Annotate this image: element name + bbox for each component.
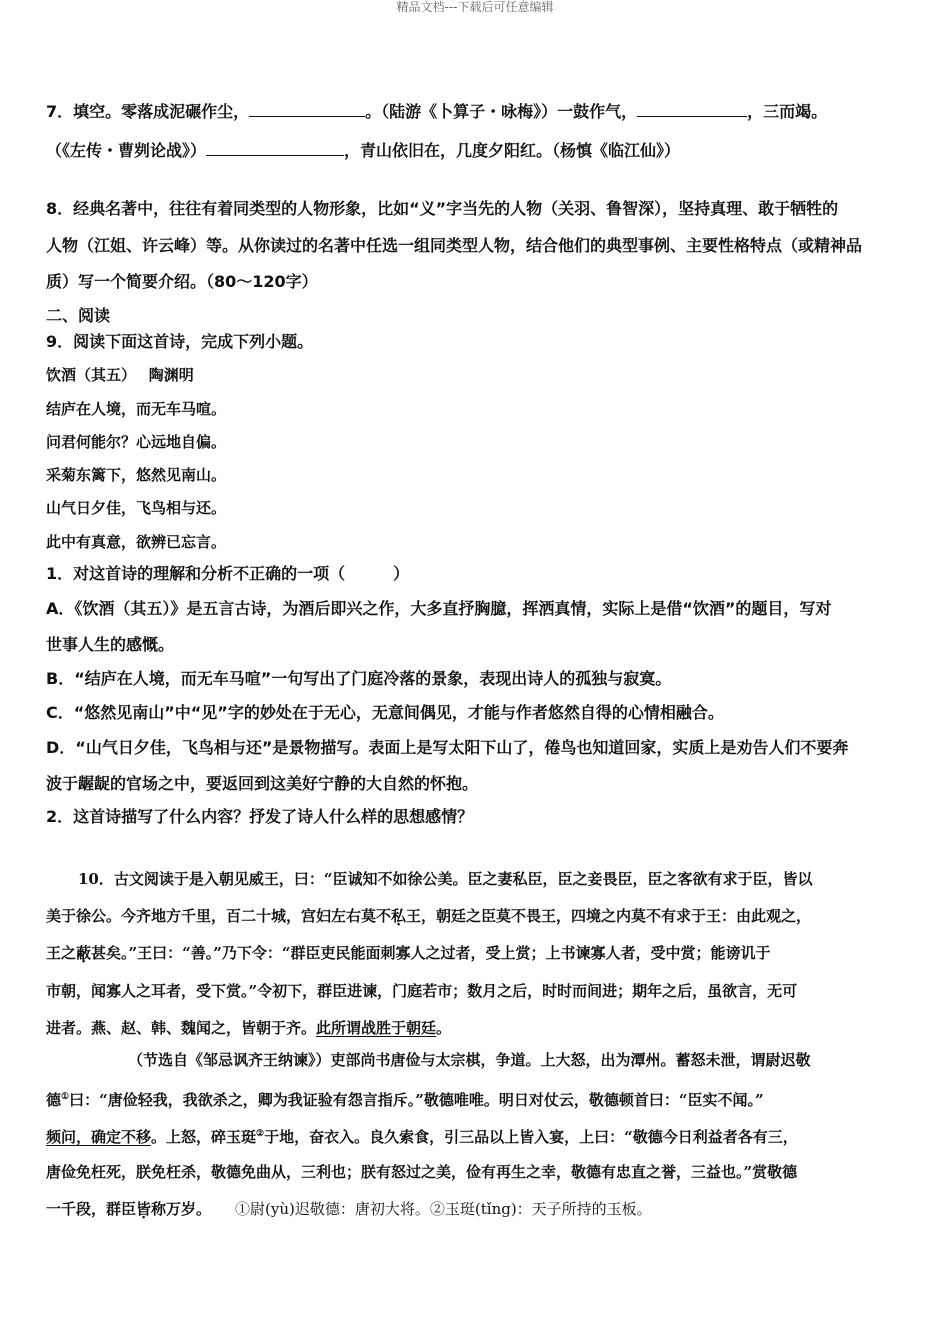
option-b-text: “结庐在人境，而无车马喧”一句写出了门庭冷落的景象，表现出诗人的孤独与寂寞。 <box>74 669 672 688</box>
q7-text-b: 。（陆游《卜算子・咏梅》）一鼓作气， <box>365 102 638 121</box>
poem-line: 问君何能尔？心远地自偏。 <box>46 433 227 451</box>
page-header-watermark: 精品文档---下载后可任意编辑 <box>396 0 554 14</box>
option-a-line-1 <box>46 599 831 619</box>
option-c <box>46 703 724 723</box>
q7-blank-1[interactable] <box>249 101 365 117</box>
q10-line-5b: 。 <box>436 1019 452 1037</box>
option-d-label: D． <box>46 738 76 757</box>
option-b <box>46 669 671 689</box>
passage2-line-2 <box>46 1087 764 1110</box>
q10-line-4: 市朝，闻寡人之耳者，受下赏。”令初下，群臣进谏，门庭若市；数月之后，时时而间进；期年之后，虽欲言，无可 <box>46 982 798 1000</box>
option-a-text: 《饮酒（其五）》是五言古诗，为酒后即兴之作，大多直抒胸臆，挥洒真情，实际上是借“饮酒”的题目，写对 <box>74 599 832 618</box>
q10-line-1: 10．古文阅读于是入朝见威王，曰：“臣诚知不如徐公美。臣之妻私臣，臣之妾畏臣，臣之客欲有求于臣，皆以 <box>78 870 813 888</box>
q10-line-3b: 甚矣。”王曰：“善。”乃下令：“群臣吏民能面刺寡人之过者，受上赏；上书谏寡人者，受中赏；能谤讥于 <box>91 944 771 962</box>
q7-text-d: （《左传・曹刿论战》） <box>46 141 207 160</box>
q9-sub2: 2．这首诗描写了什么内容？抒发了诗人什么样的思想感情？ <box>46 807 474 826</box>
passage2-line-3b: 于地，奋衣入。良久索食，引三品以上皆入宴，上曰：“敬德今日利益者各有三， <box>264 1128 798 1146</box>
q7-line-2 <box>46 140 680 161</box>
footnote-marker: ② <box>256 1129 265 1139</box>
passage2-line-2b: 曰：“唐俭轻我，我欲杀之，卿为我证验有怨言指斥。”敬德唯唯。明日对仗云，敬德顿首曰：“臣实不闻。” <box>69 1091 764 1109</box>
q10-line-5a: 进者。燕、赵、韩、魏闻之，皆朝于齐。 <box>46 1019 317 1037</box>
q10-line-2b: 王，朝廷之臣莫不畏王，四境之内莫不有求于王：由此观之， <box>406 907 812 925</box>
q10-line-2 <box>46 906 811 926</box>
q7-blank-2[interactable] <box>637 101 747 117</box>
option-d-line-1 <box>46 738 848 758</box>
option-d-line-2: 波于龌龊的官场之中，要返回到这美好宁静的大自然的怀抱。 <box>46 774 479 793</box>
poem-line: 此中有真意，欲辨已忘言。 <box>46 533 227 551</box>
option-a-line-2: 世事人生的感慨。 <box>46 635 175 654</box>
dotted-char: 蔽 <box>76 944 92 962</box>
option-d-text: “山气日夕佳，飞鸟相与还”是景物描写。表面上是写太阳下山了，倦鸟也知道回家，实质上是劝告人们不要奔 <box>75 738 849 757</box>
dotted-char: 皆 <box>136 1200 152 1218</box>
q10-line-2a: 美于徐公。今齐地方千里，百二十城，宫妇左右莫不 <box>46 907 392 925</box>
dotted-char: 私 <box>391 907 407 925</box>
passage2-line-1: （节选自《邹忌讽齐王纳谏》）吏部尚书唐俭与太宗棋，争道。上大怒，出为潭州。蓄怒未泄，谓尉迟敬 <box>128 1051 811 1069</box>
q10-line-3 <box>46 943 771 963</box>
passage2-line-5 <box>46 1199 652 1219</box>
poem-title: 饮酒（其五） 陶渊明 <box>46 366 194 384</box>
passage2-line-4: 唐俭免枉死，朕免枉杀，敬德免曲从，三利也；朕有怒过之美，俭有再生之幸，敬德有忠直之誉，三益也。”赏敬德 <box>46 1163 798 1181</box>
poem-line: 山气日夕佳，飞鸟相与还。 <box>46 499 227 517</box>
underlined-sentence: 频问，确定不移 <box>46 1128 152 1146</box>
q9-intro: 9．阅读下面这首诗，完成下列小题。 <box>46 332 314 351</box>
q7-line-1 <box>46 101 827 122</box>
poem-line: 采菊东篱下，悠然见南山。 <box>46 466 227 484</box>
q10-line-3a: 王之 <box>46 944 77 962</box>
footnotes: ①尉(yù)迟敬德：唐初大将。②玉珽(tǐng)：天子所持的玉板。 <box>235 1200 652 1218</box>
underlined-sentence: 此所谓战胜于朝廷 <box>316 1019 437 1037</box>
passage2-line-2a: 德 <box>46 1091 62 1109</box>
q9-sub1: 1．对这首诗的理解和分析不正确的一项（ ） <box>46 564 410 583</box>
passage2-line-5a: 一千段，群臣 <box>46 1200 137 1218</box>
passage2-line-3a: 。上怒，碎玉珽 <box>151 1128 257 1146</box>
q10-line-5 <box>46 1018 451 1038</box>
section-title: 二、阅读 <box>46 306 111 325</box>
passage2-line-5b: 称万岁。 <box>151 1200 212 1218</box>
passage2-line-3 <box>46 1124 798 1147</box>
q8-line-1: 8．经典名著中，往往有着同类型的人物形象，比如“义”字当先的人物（关羽、鲁智深），坚持真理、敢于牺牲的 <box>46 199 839 218</box>
q7-text-e: ，青山依旧在，几度夕阳红。（杨慎《临江仙》） <box>344 141 681 160</box>
q8-line-3: 质）写一个简要介绍。（80～120字） <box>46 272 318 291</box>
q8-line-2: 人物（江姐、许云峰）等。从你读过的名著中任选一组同类型人物，结合他们的典型事例、主要性格特点（或精神品 <box>46 236 863 255</box>
poem-line: 结庐在人境，而无车马喧。 <box>46 400 227 418</box>
q7-text-c: ，三而竭。 <box>747 102 828 121</box>
option-c-label: C． <box>46 703 74 722</box>
option-b-label: B． <box>46 669 75 688</box>
footnote-marker: ① <box>61 1092 70 1102</box>
q7-text-a: 7．填空。零落成泥碾作尘， <box>46 102 250 121</box>
q7-blank-3[interactable] <box>206 140 344 156</box>
option-a-label: A． <box>46 599 75 618</box>
option-c-text: “悠然见南山”中“见”字的妙处在于无心，无意间偶见，才能与作者悠然自得的心情相融合。 <box>73 703 724 722</box>
